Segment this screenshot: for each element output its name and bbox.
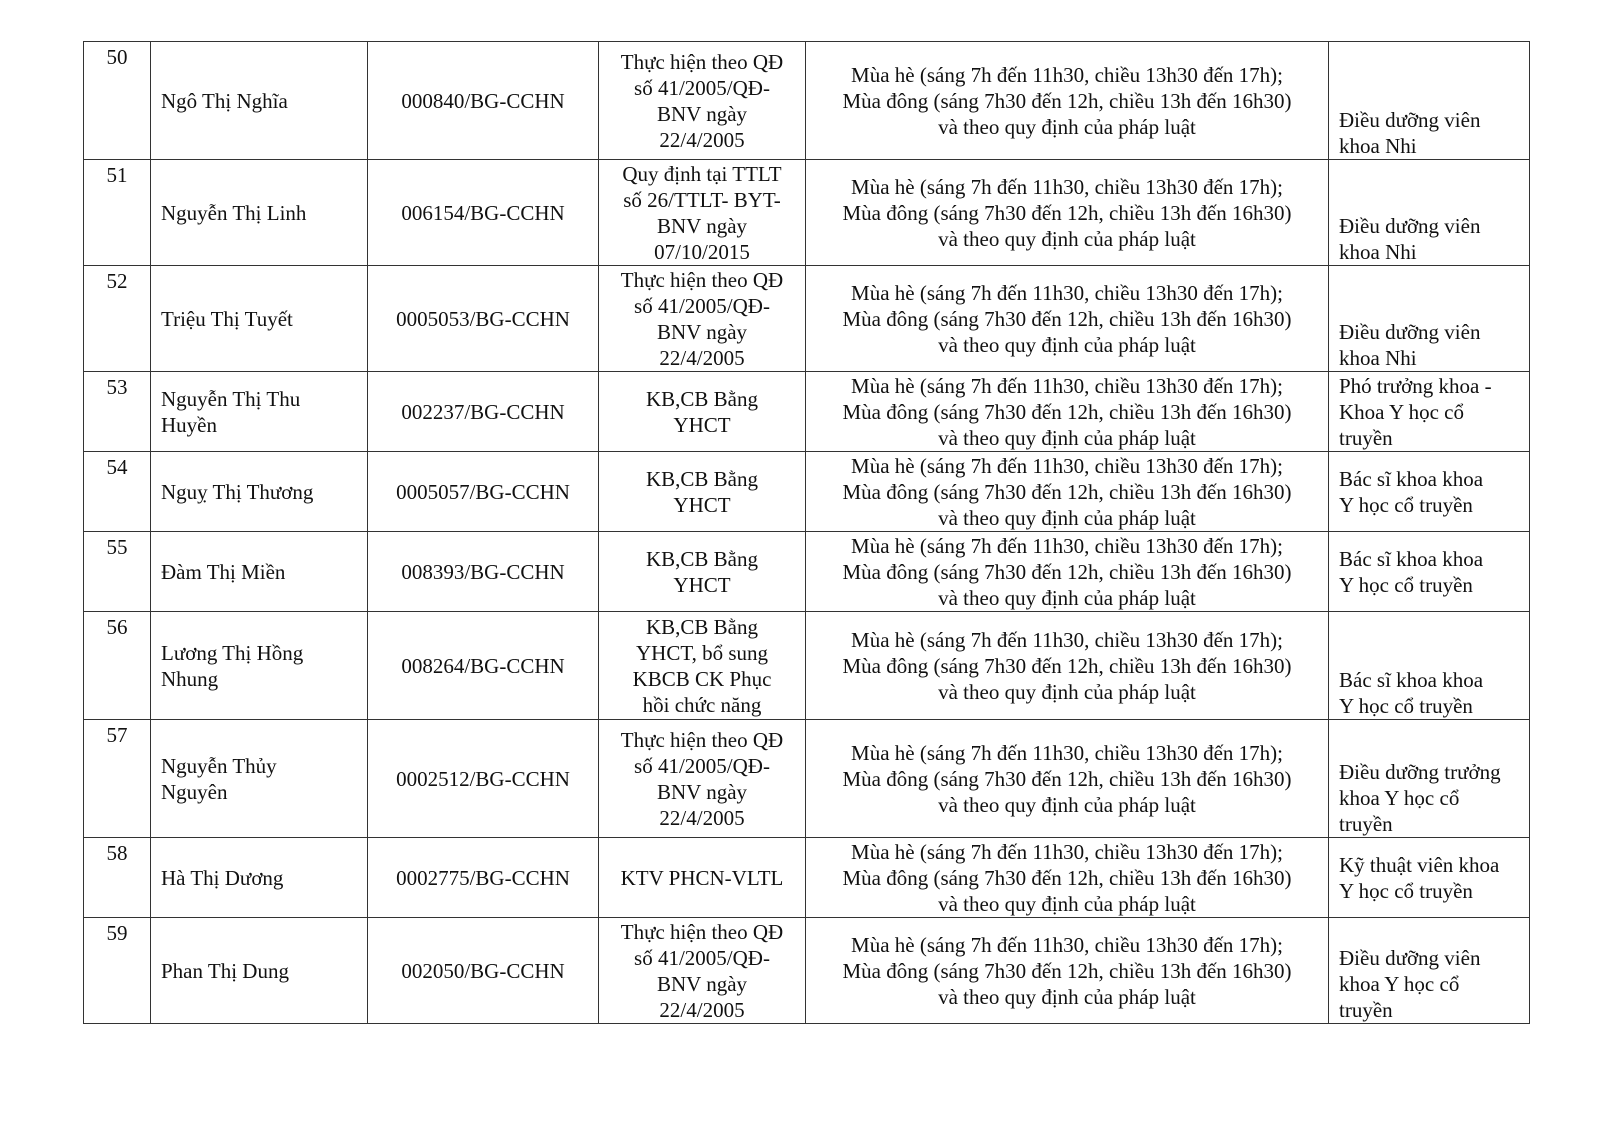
- name-cell: [151, 372, 368, 452]
- name-cell: [151, 452, 368, 532]
- scope-cell: [599, 720, 806, 838]
- position-cell: [1329, 372, 1530, 452]
- staff-position: Kỹ thuật viên khoa Y học cổ truyền: [1339, 852, 1500, 903]
- certificate-number: 002237/BG-CCHN: [401, 399, 565, 424]
- certificate-number: 002050/BG-CCHN: [401, 958, 565, 983]
- row-number-cell: [84, 42, 151, 160]
- working-hours: Mùa hè (sáng 7h đến 11h30, chiều 13h30 đến 17h); Mùa đông (sáng 7h30 đến 12h, chiều 13h đến 16h30) và theo quy định của pháp luật: [842, 62, 1292, 139]
- position-cell: [1329, 266, 1530, 372]
- hours-cell: [806, 372, 1329, 452]
- certificate-cell: [368, 372, 599, 452]
- staff-position: Điều dưỡng viên khoa Nhi: [1339, 320, 1481, 370]
- scope-cell: [599, 612, 806, 720]
- table-row: [84, 612, 1530, 720]
- staff-position: Bác sĩ khoa khoa Y học cổ truyền: [1339, 546, 1484, 597]
- hours-cell: [806, 918, 1329, 1024]
- working-hours: Mùa hè (sáng 7h đến 11h30, chiều 13h30 đến 17h); Mùa đông (sáng 7h30 đến 12h, chiều 13h đến 16h30) và theo quy định của pháp luật: [842, 932, 1292, 1009]
- certificate-cell: [368, 42, 599, 160]
- row-number-cell: [84, 918, 151, 1024]
- table-row: [84, 42, 1530, 160]
- row-number-cell: [84, 266, 151, 372]
- row-number: 56: [106, 615, 128, 639]
- practice-scope: Thực hiện theo QĐ số 41/2005/QĐ- BNV ngày 22/4/2005: [620, 267, 784, 370]
- staff-name: Nguyễn Thủy Nguyên: [161, 753, 277, 804]
- scope-cell: [599, 918, 806, 1024]
- position-cell: [1329, 838, 1530, 918]
- certificate-number: 0005057/BG-CCHN: [396, 479, 570, 504]
- working-hours: Mùa hè (sáng 7h đến 11h30, chiều 13h30 đến 17h); Mùa đông (sáng 7h30 đến 12h, chiều 13h đến 16h30) và theo quy định của pháp luật: [842, 533, 1292, 610]
- hours-cell: [806, 720, 1329, 838]
- practice-scope: KTV PHCN-VLTL: [620, 865, 784, 890]
- row-number: 50: [106, 45, 128, 69]
- staff-position: Điều dưỡng viên khoa Nhi: [1339, 108, 1481, 158]
- staff-name: Nguyễn Thị Linh: [161, 200, 307, 225]
- row-number: 55: [106, 535, 128, 559]
- certificate-number: 0002512/BG-CCHN: [396, 766, 570, 791]
- working-hours: Mùa hè (sáng 7h đến 11h30, chiều 13h30 đến 17h); Mùa đông (sáng 7h30 đến 12h, chiều 13h đến 16h30) và theo quy định của pháp luật: [842, 453, 1292, 530]
- certificate-number: 0002775/BG-CCHN: [396, 865, 570, 890]
- scope-cell: [599, 452, 806, 532]
- name-cell: [151, 160, 368, 266]
- scope-cell: [599, 838, 806, 918]
- name-cell: [151, 720, 368, 838]
- practice-scope: KB,CB Bằng YHCT: [645, 546, 758, 597]
- row-number: 58: [106, 841, 128, 865]
- practice-scope: KB,CB Bằng YHCT, bổ sung KBCB CK Phục hồi chức năng: [632, 614, 772, 717]
- staff-position: Điều dưỡng trưởng khoa Y học cổ truyền: [1339, 760, 1501, 836]
- position-cell: [1329, 720, 1530, 838]
- scope-cell: [599, 42, 806, 160]
- certificate-number: 0005053/BG-CCHN: [396, 306, 570, 331]
- hours-cell: [806, 452, 1329, 532]
- row-number-cell: [84, 160, 151, 266]
- table-row: [84, 838, 1530, 918]
- position-cell: [1329, 532, 1530, 612]
- name-cell: [151, 532, 368, 612]
- position-cell: [1329, 612, 1530, 720]
- practice-scope: Thực hiện theo QĐ số 41/2005/QĐ- BNV ngày 22/4/2005: [620, 727, 784, 830]
- hours-cell: [806, 838, 1329, 918]
- scope-cell: [599, 266, 806, 372]
- staff-name: Đàm Thị Miền: [161, 559, 286, 584]
- certificate-cell: [368, 266, 599, 372]
- hours-cell: [806, 266, 1329, 372]
- working-hours: Mùa hè (sáng 7h đến 11h30, chiều 13h30 đến 17h); Mùa đông (sáng 7h30 đến 12h, chiều 13h đến 16h30) và theo quy định của pháp luật: [842, 280, 1292, 357]
- staff-position: Bác sĩ khoa khoa Y học cổ truyền: [1339, 466, 1484, 517]
- certificate-cell: [368, 720, 599, 838]
- working-hours: Mùa hè (sáng 7h đến 11h30, chiều 13h30 đến 17h); Mùa đông (sáng 7h30 đến 12h, chiều 13h đến 16h30) và theo quy định của pháp luật: [842, 740, 1292, 817]
- staff-name: Nguyễn Thị Thu Huyền: [161, 386, 301, 437]
- hours-cell: [806, 532, 1329, 612]
- staff-name: Ngô Thị Nghĩa: [161, 88, 288, 113]
- certificate-cell: [368, 612, 599, 720]
- row-number-cell: [84, 612, 151, 720]
- hours-cell: [806, 612, 1329, 720]
- position-cell: [1329, 918, 1530, 1024]
- name-cell: [151, 838, 368, 918]
- staff-name: Hà Thị Dương: [161, 865, 284, 890]
- row-number: 57: [106, 723, 128, 747]
- staff-position: Điều dưỡng viên khoa Nhi: [1339, 214, 1481, 264]
- staff-position: Bác sĩ khoa khoa Y học cổ truyền: [1339, 668, 1484, 718]
- row-number: 59: [106, 921, 128, 945]
- staff-position: Điều dưỡng viên khoa Y học cổ truyền: [1339, 946, 1481, 1022]
- position-cell: [1329, 452, 1530, 532]
- table-row: [84, 372, 1530, 452]
- name-cell: [151, 266, 368, 372]
- working-hours: Mùa hè (sáng 7h đến 11h30, chiều 13h30 đến 17h); Mùa đông (sáng 7h30 đến 12h, chiều 13h đến 16h30) và theo quy định của pháp luật: [842, 627, 1292, 704]
- row-number-cell: [84, 720, 151, 838]
- certificate-cell: [368, 160, 599, 266]
- table-row: [84, 720, 1530, 838]
- practice-scope: Thực hiện theo QĐ số 41/2005/QĐ- BNV ngày 22/4/2005: [620, 49, 784, 152]
- working-hours: Mùa hè (sáng 7h đến 11h30, chiều 13h30 đến 17h); Mùa đông (sáng 7h30 đến 12h, chiều 13h đến 16h30) và theo quy định của pháp luật: [842, 373, 1292, 450]
- certificate-number: 000840/BG-CCHN: [401, 88, 565, 113]
- hours-cell: [806, 42, 1329, 160]
- row-number-cell: [84, 532, 151, 612]
- name-cell: [151, 918, 368, 1024]
- working-hours: Mùa hè (sáng 7h đến 11h30, chiều 13h30 đến 17h); Mùa đông (sáng 7h30 đến 12h, chiều 13h đến 16h30) và theo quy định của pháp luật: [842, 174, 1292, 251]
- staff-name: Triệu Thị Tuyết: [161, 306, 293, 331]
- row-number: 51: [106, 163, 128, 187]
- scope-cell: [599, 160, 806, 266]
- staff-name: Nguỵ Thị Thương: [161, 479, 314, 504]
- row-number: 53: [106, 375, 128, 399]
- certificate-number: 008393/BG-CCHN: [401, 559, 565, 584]
- practice-scope: Thực hiện theo QĐ số 41/2005/QĐ- BNV ngày 22/4/2005: [620, 919, 784, 1022]
- certificate-cell: [368, 918, 599, 1024]
- certificate-cell: [368, 532, 599, 612]
- staff-name: Phan Thị Dung: [161, 958, 289, 983]
- row-number-cell: [84, 452, 151, 532]
- practice-scope: KB,CB Bằng YHCT: [645, 466, 758, 517]
- certificate-number: 006154/BG-CCHN: [401, 200, 565, 225]
- table-row: [84, 160, 1530, 266]
- row-number-cell: [84, 838, 151, 918]
- hours-cell: [806, 160, 1329, 266]
- table-row: [84, 452, 1530, 532]
- position-cell: [1329, 160, 1530, 266]
- certificate-cell: [368, 838, 599, 918]
- certificate-cell: [368, 452, 599, 532]
- scope-cell: [599, 372, 806, 452]
- name-cell: [151, 612, 368, 720]
- working-hours: Mùa hè (sáng 7h đến 11h30, chiều 13h30 đến 17h); Mùa đông (sáng 7h30 đến 12h, chiều 13h đến 16h30) và theo quy định của pháp luật: [842, 839, 1292, 916]
- practice-scope: KB,CB Bằng YHCT: [645, 386, 758, 437]
- position-cell: [1329, 42, 1530, 160]
- certificate-number: 008264/BG-CCHN: [401, 653, 565, 678]
- scope-cell: [599, 532, 806, 612]
- staff-position: Phó trưởng khoa - Khoa Y học cổ truyền: [1339, 373, 1492, 450]
- practice-scope: Quy định tại TTLT số 26/TTLT- BYT- BNV ngày 07/10/2015: [622, 161, 782, 264]
- row-number: 52: [106, 269, 128, 293]
- row-number: 54: [106, 455, 128, 479]
- table-row: [84, 918, 1530, 1024]
- table-row: [84, 532, 1530, 612]
- staff-name: Lương Thị Hồng Nhung: [161, 640, 304, 691]
- row-number-cell: [84, 372, 151, 452]
- name-cell: [151, 42, 368, 160]
- table-row: [84, 266, 1530, 372]
- staff-table: [83, 41, 1530, 1024]
